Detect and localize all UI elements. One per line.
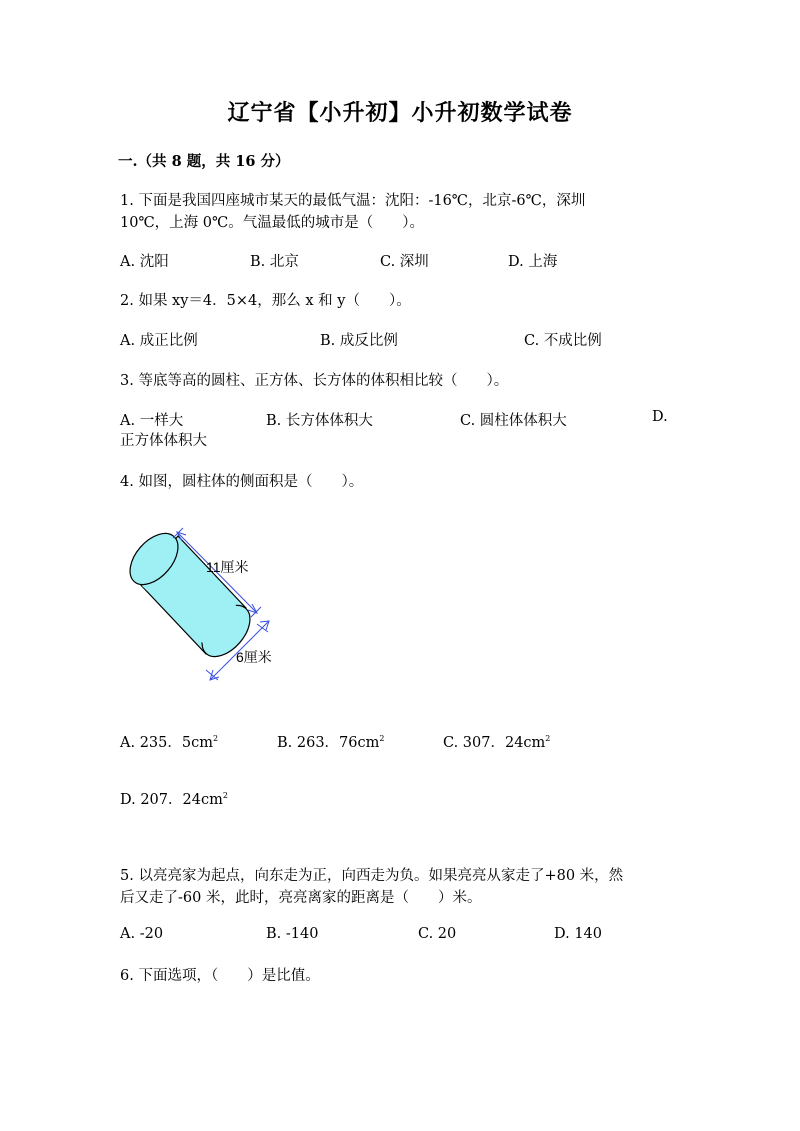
question-4-option-c: C. 307．$24cm^2$ [443,734,551,751]
question-5-option-a: A. -20 [120,926,164,942]
cylinder-figure [110,520,300,690]
question-4-text: 4. 如图，圆柱体的侧面积是（ ）。 [120,474,364,490]
question-4-option-a: A. 235．$5cm^2$ [120,734,219,751]
question-2-option-c: C. 不成比例 [524,333,602,349]
question-3-option-c: C. 圆柱体体积大 [460,413,567,429]
question-1-option-b: B. 北京 [250,254,299,270]
page-title: 辽宁省【小升初】小升初数学试卷 [227,100,573,126]
question-2-option-b: B. 成反比例 [320,333,398,349]
question-1-option-a: A. 沈阳 [120,254,169,270]
question-5-option-b: B. -140 [266,926,319,942]
question-5-text: 5. 以亮亮家为起点，向东走为正，向西走为负。如果亮亮从家走了+80 米，然 [120,868,624,884]
question-2-text: 2. 如果 xy＝4．5×4，那么 x 和 y（ ）。 [120,293,411,309]
question-3-option-d: D. [652,409,668,425]
question-4-option-d: D. 207．$24cm^2$ [120,791,228,808]
question-2-option-a: A. 成正比例 [120,333,198,349]
question-5-option-c: C. 20 [418,926,457,942]
question-5-option-d: D. 140 [554,926,603,942]
question-1-text: 1. 下面是我国四座城市某天的最低气温：沈阳：-16℃，北京-6℃，深圳 [120,193,586,209]
question-1-option-d: D. 上海 [508,254,558,270]
question-3-option-d-text: 正方体体积大 [120,433,207,449]
diameter-label: 6厘米 [236,649,272,665]
question-5-text-cont: 后又走了-60 米，此时，亮亮离家的距离是（ ）米。 [120,890,482,906]
section-header: 一.（共 8 题，共 16 分） [118,153,290,170]
question-3-text: 3. 等底等高的圆柱、正方体、长方体的体积相比较（ ）。 [120,373,509,389]
question-4-option-b: B. 263．$76cm^2$ [277,734,385,751]
question-3-option-a: A. 一样大 [120,413,184,429]
question-6-text: 6. 下面选项，（ ）是比值。 [120,968,320,984]
length-label: 11厘米 [206,559,249,575]
question-1-option-c: C. 深圳 [380,254,429,270]
question-3-option-b: B. 长方体体积大 [266,413,373,429]
question-1-text-cont: 10℃，上海 0℃。气温最低的城市是（ ）。 [120,215,424,231]
